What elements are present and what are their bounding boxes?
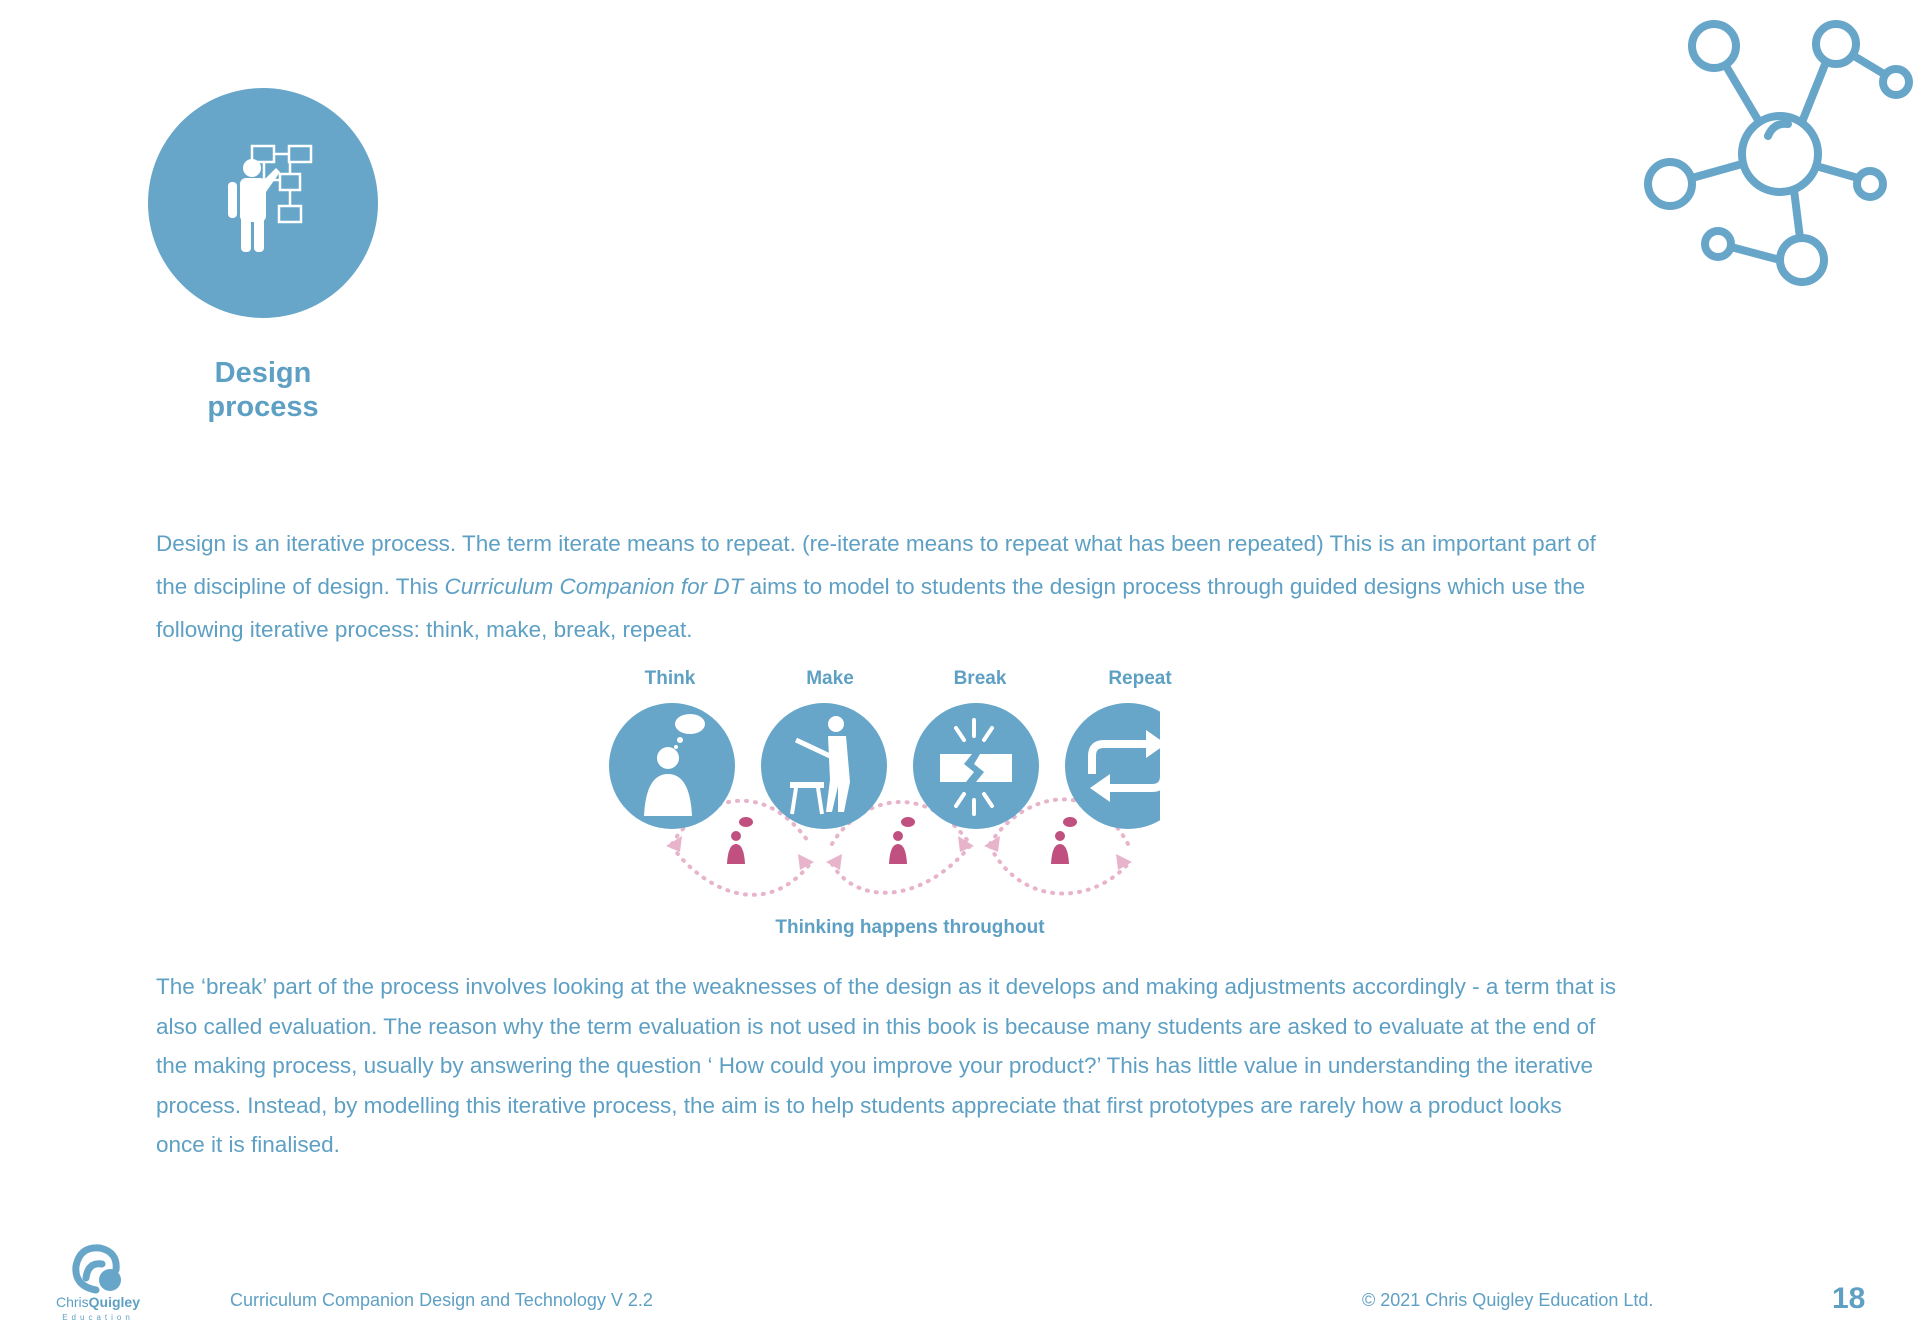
logo-subtitle: Education (62, 1313, 134, 1322)
thinker-icon (1051, 817, 1077, 864)
intro-line-1: Design is an iterative process. The term iterate means to repeat. (re-iterate means to repeat what has been repeated) This is an important part of (156, 531, 1596, 556)
intro-line-2-end: aims to model to students the design process through guided designs which use the (743, 574, 1586, 599)
break-line-4: process. Instead, by modelling this iterative process, the aim is to help students appreciate that first prototypes are rarely how a product looks (156, 1092, 1562, 1118)
process-diagram (600, 696, 1160, 916)
person-flowchart-icon (148, 88, 378, 318)
step-circle-make (761, 703, 887, 829)
network-icon (1640, 14, 1920, 294)
intro-paragraph (156, 522, 1716, 651)
intro-line-3: following iterative process: think, make, break, repeat. (156, 617, 693, 642)
footer-copyright: © 2021 Chris Quigley Education Ltd. (1362, 1290, 1654, 1310)
step-circle-break (913, 703, 1039, 829)
break-line-3: the making process, usually by answering the question ‘ How could you improve your product?’ This has little value in understanding the iterative (156, 1053, 1594, 1078)
step-label-break: Break (953, 668, 1007, 689)
section-title-line2: process (207, 391, 319, 423)
step-label-think: Think (644, 668, 696, 689)
step-circle-repeat (1065, 703, 1160, 829)
section-title (150, 356, 376, 424)
intro-line-2-start: the discipline of design. This (156, 574, 445, 599)
section-icon-circle (148, 88, 378, 318)
footer-document-title: Curriculum Companion Design and Technology V 2.2 (230, 1290, 653, 1310)
logo-wordmark (38, 1294, 158, 1310)
step-circle-think (609, 703, 735, 829)
thinker-icon (727, 817, 753, 864)
intro-line-2 (156, 565, 1716, 608)
thinker-icon (889, 817, 915, 864)
break-line-5: once it is finalised. (156, 1132, 340, 1157)
step-label-repeat: Repeat (1108, 668, 1172, 689)
logo-first: Chris (55, 1294, 89, 1310)
section-title-line1: Design (214, 357, 312, 389)
diagram-caption: Thinking happens throughout (775, 917, 1045, 938)
break-paragraph (156, 967, 1716, 1165)
step-label-make: Make (806, 668, 854, 689)
break-line-1: The ‘break’ part of the process involves looking at the weaknesses of the design as it develops and making adjustments accordingly - a term that is (156, 974, 1616, 999)
page-number: 18 (1832, 1282, 1866, 1315)
book-title: Curriculum Companion for DT (444, 574, 744, 599)
break-line-2: also called evaluation. The reason why the term evaluation is not used in this book is because many students are asked to evaluate at the end of (156, 1013, 1596, 1039)
logo-second: Quigley (88, 1294, 141, 1310)
